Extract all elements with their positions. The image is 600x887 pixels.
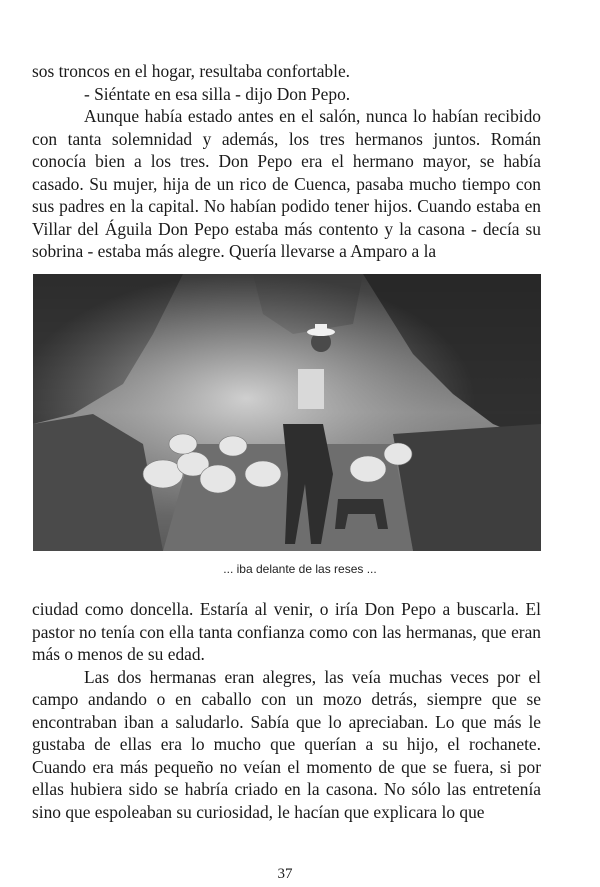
photograph-shepherd-on-donkey — [33, 274, 541, 551]
paragraph-body: Las dos hermanas eran alegres, las veía muchas veces por el campo andando o en caballo con un mozo detrás, siempre que se encontraban iban a saludarlo. Sabía que lo apreciaban. Lo que más le gustaba de ellas era lo mucho que querían a su hijo, el rochanete. Cuando era más pequeño no veían el momento de que se fuera, si por ellas hubiera sido se habría criado en la casona. No sólo las entretenía sino que espoleaban su curiosidad, le hacían que explicara lo que — [32, 666, 541, 822]
paragraph-continuation: ciudad como doncella. Estaría al venir, o iría Don Pepo a buscarla. El pastor no tenía con ella tanta confianza como con las hermanas, que eran más o menos de su edad. — [32, 599, 541, 664]
page-number: 37 — [277, 866, 293, 882]
paragraph-dialogue: - Siéntate en esa silla - dijo Don Pepo. — [84, 83, 351, 104]
bottom-text-block — [32, 598, 541, 823]
paragraph-continuation: sos troncos en el hogar, resultaba confortable. — [32, 61, 351, 81]
top-text-block — [32, 60, 541, 263]
photograph-illustration — [33, 274, 541, 551]
paragraph-body: Aunque había estado antes en el salón, nunca lo habían recibido con tanta solemnidad y además, los tres hermanos juntos. Román conocía bien a los tres. Don Pepo era el hermano mayor, se había casado. Su mujer, hija de un rico de Cuenca, pasaba mucho tiempo con sus padres en la capital. No habían podido tener hijos. Cuando estaba en Villar del Águila Don Pepo estaba más contento y la casona - decía su sobrina - estaba más alegre. Quería llevarse a Amparo a la — [32, 106, 541, 261]
photo-caption: ... iba delante de las reses ... — [223, 562, 377, 576]
